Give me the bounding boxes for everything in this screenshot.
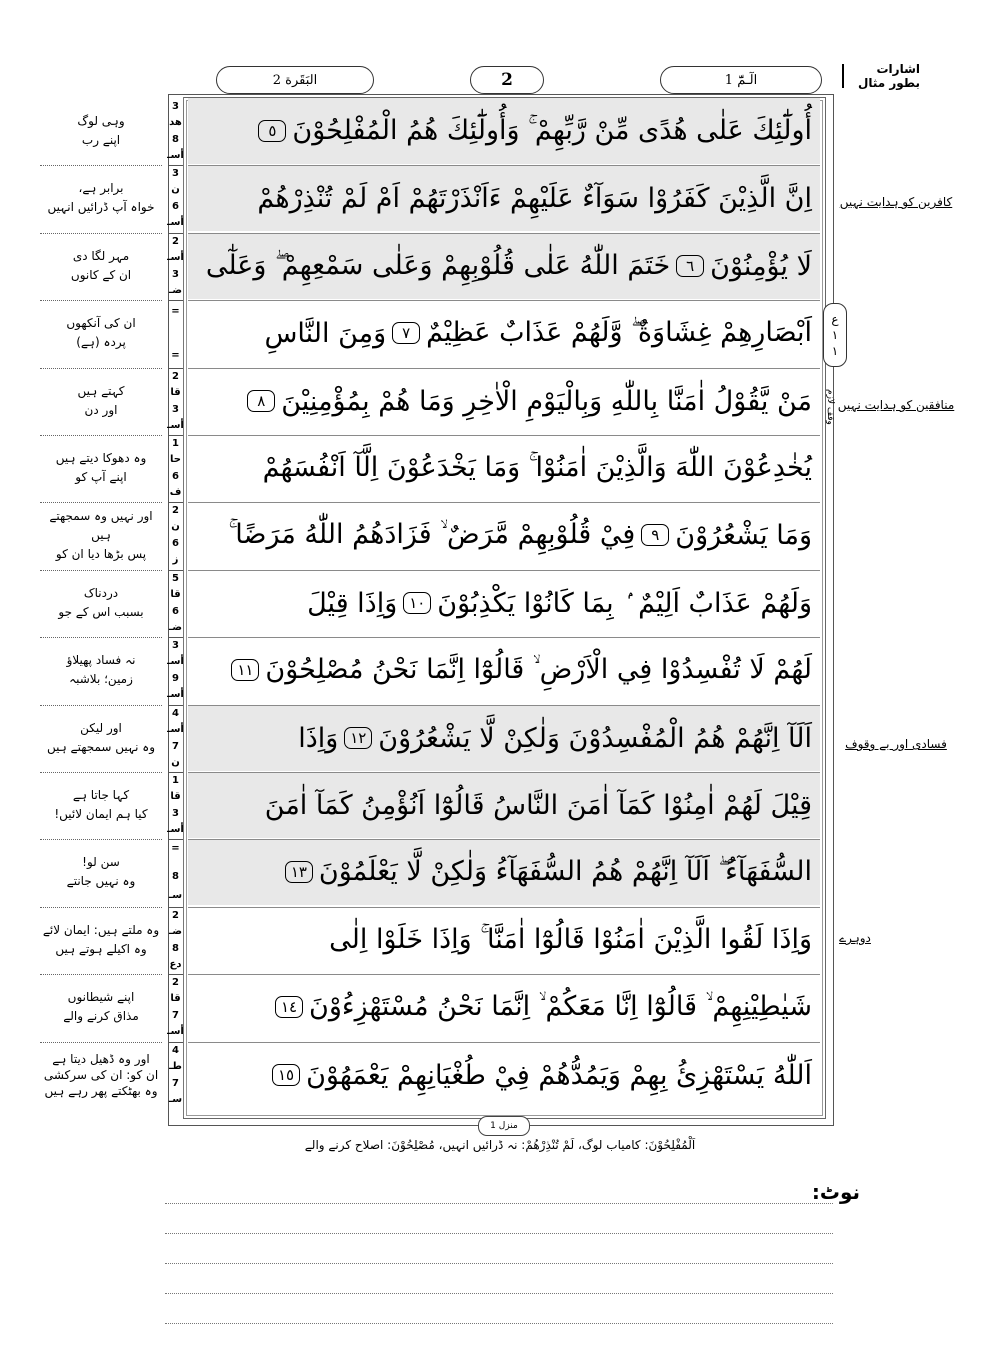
gloss-line: زمین؛ بلاشبہ — [69, 672, 133, 686]
grammar-code: 6 — [172, 537, 179, 549]
ruku-marker — [823, 303, 847, 367]
grammar-code-cell — [168, 502, 183, 568]
gloss-divider — [40, 368, 162, 369]
grammar-code: ضـ — [168, 285, 183, 297]
grammar-code: سـ — [168, 889, 183, 901]
grammar-code-cell — [168, 368, 183, 434]
grammar-code: ن — [171, 757, 180, 769]
verse-text-continued: خَتَمَ اللّٰهُ عَلٰى قُلُوْبِهِمْ وَعَلٰى سَمْعِهِمْ ۖ وَعَلٰٓى — [205, 250, 671, 281]
grammar-code: قا — [170, 589, 181, 601]
grammar-code: 7 — [172, 1077, 179, 1089]
note-line[interactable] — [165, 1323, 833, 1324]
grammar-code: 3 — [172, 807, 179, 819]
grammar-code: = — [171, 305, 180, 317]
gloss-line: اور لیکن — [80, 721, 122, 735]
verse-line — [188, 368, 820, 434]
grammar-code: 3 — [172, 268, 179, 280]
word-gloss — [40, 705, 162, 771]
word-gloss — [40, 233, 162, 299]
code-divider — [168, 705, 183, 706]
gloss-line: وہ نہیں جانتے — [66, 874, 136, 888]
grammar-code: 6 — [172, 605, 179, 617]
verse-line — [188, 502, 820, 568]
ruku-symbol: ع — [831, 312, 839, 326]
margin-note-fasadi: فسادی اور بے وقوف — [845, 737, 947, 751]
word-gloss — [40, 435, 162, 501]
grammar-code: أسـ — [167, 724, 184, 736]
note-line[interactable] — [165, 1263, 833, 1264]
grammar-code: 3 — [172, 639, 179, 651]
waqf-lazim-note: وقف لازم — [825, 389, 835, 425]
gloss-line: اپنے آپ کو — [75, 470, 127, 484]
word-gloss — [40, 368, 162, 434]
verse-text-continued: وَاِذَا قِيْلَ — [307, 587, 398, 619]
gloss-line: خواہ آپ ڈرائیں انہیں — [47, 200, 155, 214]
line-divider — [188, 570, 820, 571]
grammar-code-cell — [168, 772, 183, 838]
verse-text: لَا يُؤْمِنُوْنَ — [710, 250, 812, 282]
gloss-line: ان کے کانوں — [70, 268, 132, 282]
gloss-line: بسبب اس کے جو — [58, 605, 144, 619]
grammar-code: 4 — [172, 707, 179, 719]
surah-name-label: البَقَرة 2 — [216, 66, 374, 94]
corner-divider — [842, 64, 844, 88]
gloss-line: دردناک — [83, 586, 119, 600]
grammar-code: قا — [170, 993, 181, 1005]
verse-number-marker: ٥ — [258, 120, 286, 142]
grammar-code: دع — [169, 959, 182, 971]
verse-text: اِنَّ الَّذِيْنَ كَفَرُوْا سَوَآءٌ عَلَيْهِمْ ءَاَنْذَرْتَهُمْ اَمْ لَمْ تُنْذِرْهُمْ — [257, 182, 812, 214]
grammar-code: 2 — [172, 504, 179, 516]
grammar-code-cell — [168, 907, 183, 973]
gloss-line: وہ بھٹکتے پھر رہے ہیں — [44, 1084, 158, 1098]
manzil-label: منزل 1 — [478, 1116, 530, 1136]
grammar-code: حا — [170, 454, 181, 466]
verse-line — [188, 570, 820, 636]
verse-line — [188, 1042, 820, 1108]
verse-text: لَهُمْ لَا تُفْسِدُوْا فِي الْاَرْضِ ۙ قَالُوْٓا اِنَّمَا نَحْنُ مُصْلِحُوْنَ — [265, 654, 812, 685]
line-divider — [188, 368, 820, 369]
ruku-count: ١ — [831, 344, 839, 358]
grammar-code: ضـ — [168, 622, 183, 634]
verse-number-marker: ١٣ — [285, 861, 313, 883]
verse-text: أُولَٰٓئِكَ عَلٰى هُدًى مِّنْ رَّبِّهِمْ ۚ وَأُولَٰٓئِكَ هُمُ الْمُفْلِحُوْنَ — [292, 115, 812, 146]
gloss-divider — [40, 435, 162, 436]
verse-text: قِيْلَ لَهُمْ اٰمِنُوْا كَمَآ اٰمَنَ النَّاسُ قَالُوْٓا اَنُؤْمِنُ كَمَآ اٰمَنَ — [264, 789, 812, 821]
grammar-code: طـ — [169, 1061, 182, 1073]
line-divider — [188, 502, 820, 503]
grammar-code: 6 — [172, 200, 179, 212]
gloss-line: اور نہیں وہ سمجھتے ہیں — [49, 508, 153, 542]
verse-number-marker: ١١ — [231, 659, 259, 681]
line-divider — [188, 637, 820, 638]
gloss-divider — [40, 907, 162, 908]
code-divider — [168, 907, 183, 908]
margin-note-munafiqin: منافقین کو ہدایت نہیں — [837, 398, 955, 412]
grammar-code: 9 — [172, 672, 179, 684]
verse-number-marker: ٦ — [676, 255, 704, 277]
grammar-code: 2 — [172, 235, 179, 247]
verse-line — [188, 300, 820, 366]
line-divider — [188, 435, 820, 436]
code-divider — [168, 233, 183, 234]
verse-line — [188, 907, 820, 973]
gloss-line: اور دن — [84, 403, 118, 417]
verse-number-marker: ٨ — [247, 390, 275, 412]
grammar-code: 8 — [172, 942, 179, 954]
grammar-code: ف — [169, 487, 182, 499]
gloss-divider — [40, 974, 162, 975]
verse-number-marker: ١٤ — [275, 996, 303, 1018]
line-divider — [188, 772, 820, 773]
grammar-code: = — [171, 349, 180, 361]
gloss-line: وہی لوگ — [77, 114, 125, 128]
verse-line — [188, 637, 820, 703]
verse-number-marker: ١٠ — [403, 592, 431, 614]
gloss-line: اور وہ ڈھیل دیتا ہے — [52, 1052, 150, 1066]
code-divider — [168, 435, 183, 436]
gloss-line: نہ فساد پھیلاؤ — [66, 653, 136, 667]
grammar-code: ضـ — [168, 926, 183, 938]
juz-name-label: الٓـمّٓ 1 — [660, 66, 822, 94]
code-divider — [168, 772, 183, 773]
code-divider — [168, 570, 183, 571]
verse-line — [188, 974, 820, 1040]
grammar-code: أسـ — [167, 824, 184, 836]
grammar-code-cell — [168, 839, 183, 905]
verse-line — [188, 435, 820, 501]
verse-text-continued: فِيْ قُلُوْبِهِمْ مَّرَضٌ ۙ فَزَادَهُمُ اللّٰهُ مَرَضًا ۚ — [228, 519, 636, 550]
gloss-line: سن لو! — [82, 855, 120, 869]
grammar-code: أسـ — [167, 656, 184, 668]
verse-text: اَللّٰهُ يَسْتَهْزِئُ بِهِمْ وَيَمُدُّهُمْ فِيْ طُغْيَانِهِمْ يَعْمَهُوْنَ — [306, 1059, 812, 1091]
code-divider — [168, 839, 183, 840]
grammar-code: 2 — [172, 370, 179, 382]
verse-text: وَلَهُمْ عَذَابٌ اَلِيْمٌ ۢ بِمَا كَانُوْا يَكْذِبُوْنَ — [437, 587, 812, 619]
grammar-code: أسـ — [167, 150, 184, 162]
grammar-code: 2 — [172, 909, 179, 921]
grammar-code-cell — [168, 300, 183, 366]
line-divider — [188, 907, 820, 908]
gloss-line: وہ دھوکا دیتے ہیں — [55, 451, 147, 465]
code-divider — [168, 165, 183, 166]
verse-text: مَنْ يَّقُوْلُ اٰمَنَّا بِاللّٰهِ وَبِالْيَوْمِ الْاٰخِرِ وَمَا هُمْ بِمُؤْمِنِيْنَ — [281, 385, 812, 417]
grammar-code: هد — [169, 117, 182, 129]
line-divider — [188, 233, 820, 234]
grammar-code-cell — [168, 98, 183, 164]
grammar-code: قا — [170, 791, 181, 803]
verse-line — [188, 233, 820, 299]
gloss-line: اپنے شیطانوں — [67, 990, 135, 1004]
word-gloss — [40, 1042, 162, 1108]
grammar-code: أسـ — [167, 1026, 184, 1038]
gloss-line: پس بڑھا دیا ان کو — [55, 546, 147, 561]
word-gloss — [40, 907, 162, 973]
word-gloss — [40, 772, 162, 838]
verse-text: السُّفَهَآءُ ۖ اَلَآ اِنَّهُمْ هُمُ السُّفَهَآءُ وَلٰكِنْ لَّا يَعْلَمُوْنَ — [318, 856, 812, 887]
verse-text: شَيٰطِيْنِهِمْ ۙ قَالُوْٓا اِنَّا مَعَكُمْ ۙ اِنَّمَا نَحْنُ مُسْتَهْزِءُوْنَ — [309, 991, 812, 1022]
word-gloss — [40, 502, 162, 568]
gloss-line: وہ اکیلے ہوتے ہیں — [55, 942, 147, 956]
verse-text: وَمَا يَشْعُرُوْنَ — [675, 519, 812, 551]
ruku-number: ١ — [831, 328, 839, 342]
grammar-code: 3 — [172, 403, 179, 415]
grammar-code: 1 — [172, 774, 179, 786]
grammar-code: = — [171, 843, 180, 855]
gloss-divider — [40, 839, 162, 840]
code-divider — [168, 300, 183, 301]
verse-number-marker: ١٢ — [344, 727, 372, 749]
grammar-code: 8 — [172, 870, 179, 882]
grammar-code-cell — [168, 974, 183, 1040]
verse-text-continued: وَمِنَ النَّاسِ — [264, 317, 387, 349]
code-divider — [168, 637, 183, 638]
verse-line — [188, 705, 820, 771]
gloss-line: ان کو: ان کی سرکشی — [43, 1068, 159, 1082]
word-gloss — [40, 98, 162, 164]
grammar-code: 7 — [172, 740, 179, 752]
gloss-line: مہر لگا دی — [72, 249, 130, 263]
verse-number-marker: ١٥ — [272, 1064, 300, 1086]
gloss-divider — [40, 705, 162, 706]
verse-line — [188, 165, 820, 231]
verse-number-marker: ٧ — [392, 322, 420, 344]
word-gloss — [40, 637, 162, 703]
verse-text: وَاِذَا لَقُوا الَّذِيْنَ اٰمَنُوْا قَالُوْٓا اٰمَنَّا ۚ وَاِذَا خَلَوْا اِلٰى — [329, 924, 812, 955]
verse-line — [188, 98, 820, 164]
gloss-divider — [40, 570, 162, 571]
gloss-divider — [40, 233, 162, 234]
notes-label: نوٹ: — [811, 1180, 860, 1204]
grammar-code: 2 — [172, 976, 179, 988]
code-divider — [168, 974, 183, 975]
grammar-code: 1 — [172, 437, 179, 449]
gloss-divider — [40, 1042, 162, 1043]
grammar-code: 3 — [172, 167, 179, 179]
gloss-line: مذاق کرنے والے — [63, 1009, 139, 1023]
grammar-code: أسـ — [167, 217, 184, 229]
word-gloss — [40, 839, 162, 905]
grammar-code-cell — [168, 233, 183, 299]
line-divider — [188, 165, 820, 166]
line-divider — [188, 839, 820, 840]
gloss-divider — [40, 502, 162, 503]
word-gloss — [40, 570, 162, 636]
footnote: اَلْمُفْلِحُوْنَ: کامیاب لوگ، لَمْ تُنْذِرْهُمْ: نہ ڈرائیں انہیں، مُصْلِحُوْنَ: اصلاح کرنے والے — [304, 1138, 696, 1152]
gloss-line: اپنے رب — [81, 133, 121, 147]
line-divider — [188, 300, 820, 301]
grammar-code: 7 — [172, 1009, 179, 1021]
grammar-code: ن — [171, 521, 180, 533]
line-divider — [188, 1042, 820, 1043]
grammar-code: أسـ — [167, 252, 184, 264]
corner-title: اشارات بطور مثال — [857, 62, 920, 90]
verse-number-marker: ٩ — [641, 524, 669, 546]
gloss-line: پردہ (ہے) — [76, 335, 126, 349]
grammar-code-cell — [168, 1042, 183, 1108]
grammar-code: أسـ — [167, 420, 184, 432]
margin-note-dohre: دوہرے — [839, 931, 871, 945]
gloss-line: ان کی آنکھوں — [66, 316, 136, 330]
verse-line — [188, 772, 820, 838]
verse-line — [188, 839, 820, 905]
page-number: 2 — [470, 66, 544, 94]
grammar-code: 8 — [172, 133, 179, 145]
grammar-code-cell — [168, 435, 183, 501]
grammar-code: 5 — [172, 572, 179, 584]
gloss-line: برابر ہے، — [78, 181, 124, 195]
gloss-divider — [40, 300, 162, 301]
gloss-line: کہا جاتا ہے — [72, 788, 130, 802]
word-gloss — [40, 165, 162, 231]
word-gloss — [40, 974, 162, 1040]
code-divider — [168, 368, 183, 369]
line-divider — [188, 974, 820, 975]
gloss-divider — [40, 165, 162, 166]
verse-text: يُخٰدِعُوْنَ اللّٰهَ وَالَّذِيْنَ اٰمَنُوْا ۚ وَمَا يَخْدَعُوْنَ اِلَّآ اَنْفُسَهُمْ — [262, 452, 812, 483]
grammar-code-cell — [168, 637, 183, 703]
verse-text-continued: وَاِذَا — [298, 722, 339, 754]
grammar-code: 4 — [172, 1044, 179, 1056]
gloss-line: وہ نہیں سمجھتے ہیں — [46, 740, 156, 754]
code-divider — [168, 1042, 183, 1043]
gloss-divider — [40, 772, 162, 773]
grammar-code: ز — [172, 554, 179, 566]
gloss-line: وہ ملتے ہیں: ایمان لائے — [42, 923, 160, 937]
gloss-divider — [40, 637, 162, 638]
verse-text: اَلَآ اِنَّهُمْ هُمُ الْمُفْسِدُوْنَ وَلٰكِنْ لَّا يَشْعُرُوْنَ — [378, 722, 812, 754]
code-divider — [168, 502, 183, 503]
grammar-code: 6 — [172, 470, 179, 482]
note-line[interactable] — [165, 1203, 833, 1204]
grammar-code-cell — [168, 570, 183, 636]
verse-text: اَبْصَارِهِمْ غِشَاوَةٌ ۖ وَّلَهُمْ عَذَابٌ عَظِيْمٌ — [426, 317, 812, 348]
grammar-code: سـ — [168, 1094, 183, 1106]
grammar-code-cell — [168, 705, 183, 771]
word-gloss — [40, 300, 162, 366]
grammar-code: 3 — [172, 100, 179, 112]
line-divider — [188, 705, 820, 706]
note-line[interactable] — [165, 1293, 833, 1294]
grammar-code-cell — [168, 165, 183, 231]
gloss-line: کہتے ہیں — [77, 384, 125, 398]
margin-note-kafirin: کافرین کو ہدایت نہیں — [839, 195, 953, 209]
note-line[interactable] — [165, 1233, 833, 1234]
grammar-code: أسـ — [167, 689, 184, 701]
grammar-code: ن — [171, 184, 180, 196]
gloss-line: کیا ہم ایمان لائیں! — [54, 807, 148, 821]
grammar-code: قا — [170, 387, 181, 399]
